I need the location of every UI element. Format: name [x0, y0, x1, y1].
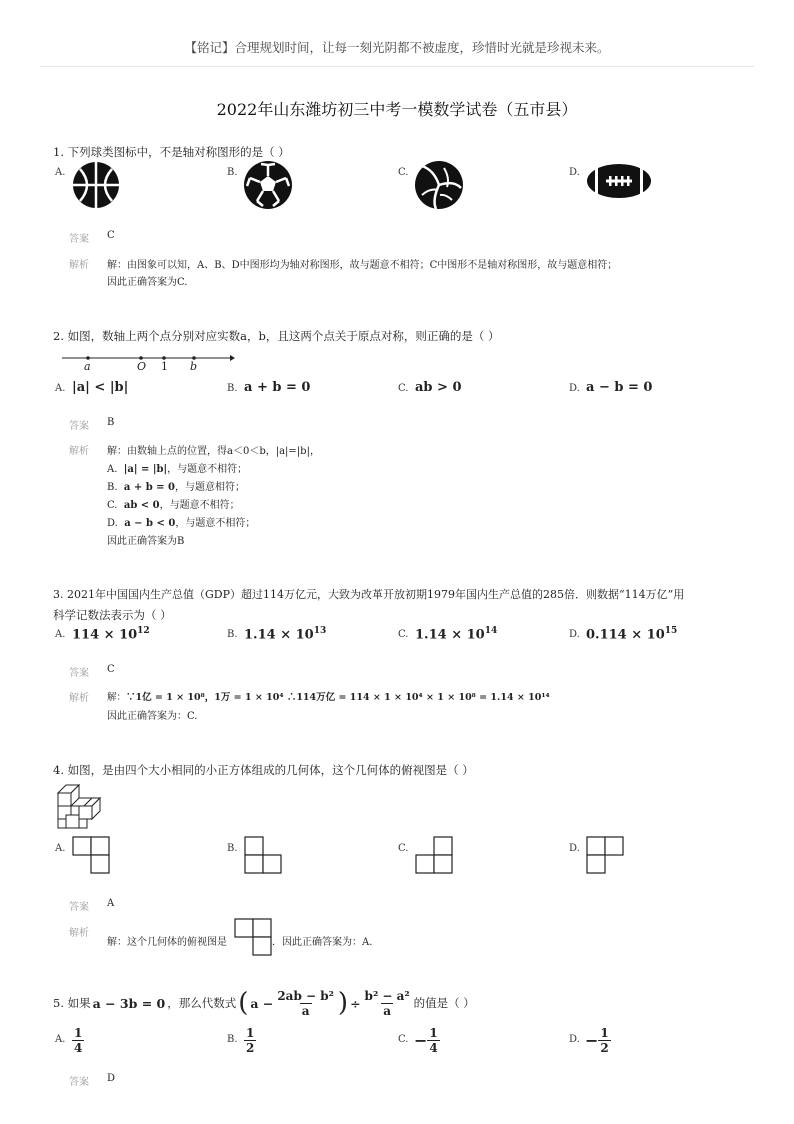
q5-condition: a − 3b = 0 — [92, 995, 166, 1011]
cube-solid-figure — [55, 782, 107, 832]
q3-option-c — [415, 626, 497, 642]
q5-option-b-label: B. — [227, 1034, 238, 1045]
q3-option-b-label: B. — [227, 629, 238, 640]
q4-option-a-figure — [72, 836, 112, 876]
q4-analysis-after: ．因此正确答案为：A. — [272, 937, 373, 948]
q5-option-d-sign: − — [585, 1031, 599, 1050]
q5-divide: ÷ — [350, 995, 361, 1011]
q4-option-a-label: A. — [55, 843, 66, 854]
q5-option-c-den: 4 — [429, 1041, 438, 1055]
q5-fraction-2 — [363, 989, 412, 1018]
q5-option-d-num: 1 — [600, 1026, 609, 1040]
q2-answer-label: 答案 — [69, 421, 89, 432]
q2-analysis-line: 因此正确答案为B — [107, 536, 185, 547]
q5-option-b — [244, 1026, 256, 1055]
q2-option-b-label: B. — [227, 383, 238, 394]
item-label: C. — [107, 500, 118, 511]
q3-option-a-exp: 12 — [137, 626, 150, 636]
q5-stem-suffix: 的值是（ ） — [413, 996, 475, 1010]
q5-option-a-label: A. — [55, 1034, 66, 1045]
q5-option-d-label: D. — [569, 1034, 580, 1045]
q4-option-d-figure — [586, 836, 626, 876]
q2-option-b: a + b = 0 — [244, 380, 311, 395]
volleyball-icon — [414, 160, 464, 210]
q3-option-d-base: 0.114 × 10 — [586, 627, 665, 643]
q5-option-a — [72, 1026, 84, 1055]
q3-stem-line1: 3. 2021年中国国内生产总值（GDP）超过114万亿元，大致为改革开放初期1979年国内生产总值的285倍．则数据“114万亿”用 — [53, 588, 685, 601]
paper-title: 2022年山东潍坊初三中考一模数学试卷（五市县） — [216, 100, 578, 119]
q5-answer: D — [107, 1073, 116, 1084]
q1-analysis-line: 因此正确答案为C. — [107, 277, 188, 288]
q5-stem-mid: ，那么代数式 — [167, 996, 237, 1010]
q2-analysis-item — [107, 496, 240, 511]
q2-analysis-item — [107, 460, 247, 475]
item-label: B. — [107, 482, 118, 493]
q5-option-c-label: C. — [398, 1034, 409, 1045]
q5-option-c-sign: − — [414, 1031, 428, 1050]
q5-fraction-2-num: b² − a² — [364, 988, 410, 1003]
q5-fraction-2-den: a — [383, 1003, 391, 1018]
axis-label-one: 1 — [161, 360, 168, 373]
q2-option-a-label: A. — [55, 383, 66, 394]
q3-option-c-base: 1.14 × 10 — [415, 627, 485, 643]
q3-option-c-label: C. — [398, 629, 409, 640]
q4-analysis-figure — [234, 918, 272, 956]
q5-fraction-1 — [275, 989, 336, 1018]
q5-option-c-num: 1 — [429, 1026, 438, 1040]
q5-option-a-den: 4 — [74, 1041, 83, 1055]
item-label: A. — [107, 464, 118, 475]
q1-stem: 1. 下列球类图标中，不是轴对称图形的是（ ） — [53, 145, 290, 159]
q4-answer: A — [107, 898, 115, 909]
q2-option-d: a − b = 0 — [586, 380, 653, 395]
q5-fraction-1-num: 2ab − b² — [277, 988, 334, 1003]
q5-stem-prefix: 5. 如果 — [53, 996, 91, 1010]
q1-option-c-label: C. — [398, 167, 409, 178]
soccer-ball-icon — [243, 160, 293, 210]
q5-fraction-1-den: a — [301, 1003, 310, 1018]
q4-analysis-label: 解析 — [69, 928, 89, 939]
q5-option-c — [414, 1026, 440, 1055]
item-text: ，与题意不相符； — [175, 518, 256, 529]
q4-option-c-label: C. — [398, 843, 409, 854]
q5-option-b-num: 1 — [246, 1026, 255, 1040]
q5-option-b-den: 2 — [246, 1041, 255, 1055]
analysis-math: ∵1亿 = 1 × 10⁸，1万 = 1 × 10⁴ ∴114万亿 = 114 × 1 × 10⁴ × 1 × 10⁸ = 1.14 × 10¹⁴ — [126, 692, 550, 703]
q5-answer-label: 答案 — [69, 1077, 89, 1088]
q3-option-a-base: 114 × 10 — [72, 627, 138, 643]
q1-analysis-line: 解：由图象可以知，A、B、D中图形均为轴对称图形，故与题意不相符；C中图形不是轴对称图形，故与题意相符； — [107, 260, 618, 271]
q3-option-d — [586, 626, 677, 642]
q2-option-c-label: C. — [398, 383, 409, 394]
q4-analysis-before: 解：这个几何体的俯视图是 — [107, 937, 227, 948]
q3-option-b — [244, 626, 326, 642]
q3-answer: C — [107, 664, 115, 675]
q1-analysis-label: 解析 — [69, 260, 89, 271]
q2-analysis-item — [107, 514, 255, 529]
axis-label-a: a — [84, 360, 91, 373]
q3-stem-line2: 科学记数法表示为（ ） — [53, 608, 172, 622]
q2-analysis-label: 解析 — [69, 446, 89, 457]
q3-analysis-label: 解析 — [69, 693, 89, 704]
item-label: D. — [107, 518, 118, 529]
q3-analysis-line — [107, 689, 550, 703]
axis-label-origin: O — [137, 360, 147, 373]
header-divider — [40, 66, 754, 67]
q3-analysis-line: 因此正确答案为：C. — [107, 711, 198, 722]
header-motto: 【铭记】合理规划时间，让每一刻光阴都不被虚度，珍惜时光就是珍视未来。 — [184, 40, 610, 55]
q4-option-c-figure — [415, 836, 455, 876]
q5-expr-a: a − — [250, 995, 274, 1011]
q2-option-a: |a| < |b| — [72, 380, 129, 395]
q4-option-b-label: B. — [227, 843, 238, 854]
basketball-icon — [72, 161, 120, 209]
q2-option-c: ab > 0 — [415, 380, 462, 395]
q2-stem: 2. 如图，数轴上两个点分别对应实数a，b，且这两个点关于原点对称，则正确的是（ ） — [53, 329, 500, 343]
q1-answer-label: 答案 — [69, 234, 89, 245]
analysis-prefix: 解： — [107, 692, 127, 703]
q3-option-a-label: A. — [55, 629, 66, 640]
item-math: ab < 0 — [123, 500, 160, 511]
q5-left-paren: ( — [238, 988, 249, 1018]
q2-answer: B — [107, 417, 115, 428]
q1-option-d-label: D. — [569, 167, 580, 178]
q3-option-d-label: D. — [569, 629, 580, 640]
q1-answer: C — [107, 230, 115, 241]
axis-label-b: b — [190, 360, 198, 373]
american-football-icon — [586, 163, 652, 199]
q5-option-d — [585, 1026, 611, 1055]
q3-option-b-exp: 13 — [313, 626, 327, 636]
q2-analysis-item — [107, 478, 245, 493]
q3-option-a — [72, 626, 150, 642]
item-text: ，与题意不相符； — [159, 500, 240, 511]
q1-option-b-label: B. — [227, 167, 238, 178]
q5-right-paren: ) — [337, 988, 349, 1018]
item-math: |a| = |b| — [123, 464, 168, 475]
item-text: ，与题意相符； — [175, 482, 246, 493]
q5-option-d-den: 2 — [600, 1041, 609, 1055]
q5-stem — [53, 988, 475, 1018]
q5-option-a-num: 1 — [74, 1026, 83, 1040]
item-text: ，与题意不相符； — [167, 464, 248, 475]
q3-option-b-base: 1.14 × 10 — [244, 627, 314, 643]
q4-answer-label: 答案 — [69, 902, 89, 913]
q4-stem: 4. 如图，是由四个大小相同的小正方体组成的几何体，这个几何体的俯视图是（ ） — [53, 763, 474, 777]
item-math: a − b < 0 — [124, 518, 176, 529]
q3-option-c-exp: 14 — [484, 626, 498, 636]
item-math: a + b = 0 — [123, 482, 176, 493]
q3-answer-label: 答案 — [69, 668, 89, 679]
q2-analysis-line: 解：由数轴上点的位置，得a＜0＜b，|a|=|b|， — [107, 446, 320, 457]
q1-option-a-label: A. — [55, 167, 66, 178]
q2-option-d-label: D. — [569, 383, 580, 394]
q3-option-d-exp: 15 — [664, 626, 678, 636]
q4-option-d-label: D. — [569, 843, 580, 854]
q4-option-b-figure — [244, 836, 284, 876]
